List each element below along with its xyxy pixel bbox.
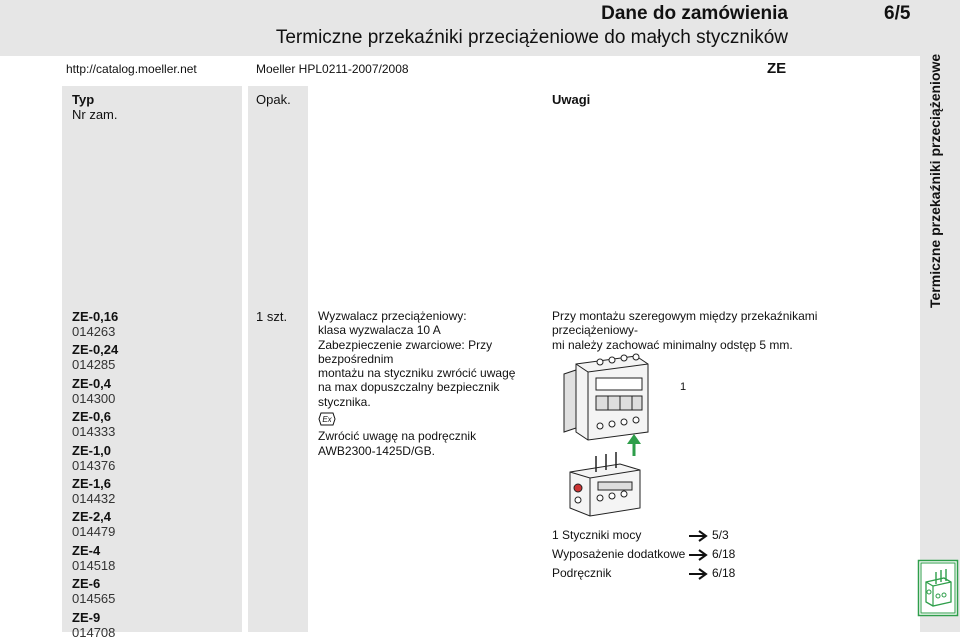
product-type: ZE-0,16 — [72, 309, 119, 324]
product-order-number: 014300 — [72, 390, 116, 406]
product-item — [72, 576, 232, 609]
column-header-order-number: Nr zam. — [72, 107, 118, 122]
description-line: klasa wyzwalacza 10 A — [318, 323, 441, 338]
product-item — [72, 309, 232, 342]
product-type: ZE-9 — [72, 609, 101, 625]
manual-note-line: Zwrócić uwagę na podręcznik — [318, 429, 477, 444]
reference-list — [552, 528, 762, 585]
page-title: Dane do zamówienia — [601, 3, 788, 24]
overload-relay-icon[interactable] — [918, 560, 958, 616]
reference-label: Wyposażenie dodatkowe — [552, 547, 686, 561]
product-item — [72, 543, 232, 576]
page-subtitle: Termiczne przekaźniki przeciążeniowe do małych styczników — [275, 27, 788, 48]
product-type: ZE-1,6 — [72, 475, 112, 491]
product-order-number: 014432 — [72, 490, 116, 506]
product-order-number: 014285 — [72, 357, 116, 373]
mounting-note — [552, 309, 882, 352]
product-item — [72, 342, 232, 375]
product-type: ZE-6 — [72, 576, 101, 592]
figure-callout: 1 — [680, 381, 687, 393]
manual-note-line: AWB2300-1425D/GB. — [318, 443, 435, 458]
product-item — [72, 509, 232, 542]
product-order-number: 014376 — [72, 457, 116, 473]
product-description — [318, 309, 546, 458]
column-header-packaging: Opak. — [256, 92, 291, 107]
sidebar-section-label: Termiczne przekaźniki przeciążeniowe — [927, 53, 943, 308]
reference-row[interactable] — [552, 566, 762, 585]
description-line: Wyzwalacz przeciążeniowy: — [318, 309, 467, 323]
column-header-type: Typ — [72, 92, 95, 107]
column-header-notes: Uwagi — [552, 92, 591, 107]
product-type: ZE-0,4 — [72, 375, 112, 391]
description-line: montażu na styczniku zwrócić uwagę — [318, 366, 516, 381]
product-item — [72, 376, 232, 409]
product-item — [72, 610, 232, 643]
reference-label: 1 Styczniki mocy — [552, 528, 642, 542]
product-type: ZE-0,6 — [72, 409, 112, 425]
ex-hazard-icon — [318, 412, 336, 426]
packaging-quantity: 1 szt. — [256, 309, 288, 324]
reference-page: 5/3 — [712, 528, 729, 542]
product-item — [72, 476, 232, 509]
sidebar-section-title — [927, 53, 951, 332]
product-type: ZE-2,4 — [72, 509, 112, 525]
description-line: na max dopuszczalny bezpiecznik stycznika. — [318, 380, 500, 409]
product-order-number: 014479 — [72, 524, 116, 540]
page-number: 6/5 — [884, 3, 911, 24]
product-order-number: 014518 — [72, 557, 116, 573]
product-type: ZE-1,0 — [72, 442, 112, 458]
reference-row[interactable] — [552, 547, 762, 566]
product-order-number: 014565 — [72, 591, 116, 607]
series-label: ZE — [767, 60, 787, 77]
product-type: ZE-0,24 — [72, 342, 119, 358]
catalog-url[interactable]: http://catalog.moeller.net — [66, 62, 197, 76]
reference-page: 6/18 — [712, 566, 736, 580]
svg-text:Ex: Ex — [322, 415, 332, 425]
product-type: ZE-4 — [72, 542, 101, 558]
arrow-right-icon — [688, 568, 708, 580]
reference-row[interactable] — [552, 528, 762, 547]
product-order-number: 014708 — [72, 624, 116, 640]
product-item — [72, 409, 232, 442]
reference-page: 6/18 — [712, 547, 736, 561]
packaging-column-background — [248, 86, 308, 632]
product-order-number: 014263 — [72, 324, 116, 339]
note-line: mi należy zachować minimalny odstęp 5 mm. — [552, 337, 793, 352]
note-line: Przy montażu szeregowym między przekaźnikami przeciążeniowy- — [552, 309, 818, 338]
product-list — [72, 309, 232, 643]
contactor-relay-illustration — [556, 348, 666, 524]
product-item — [72, 443, 232, 476]
product-order-number: 014333 — [72, 424, 116, 440]
description-line: Zabezpieczenie zwarciowe: Przy bezpośrednim — [318, 337, 493, 366]
arrow-right-icon — [688, 530, 708, 542]
arrow-right-icon — [688, 549, 708, 561]
reference-label: Podręcznik — [552, 566, 612, 580]
document-reference: Moeller HPL0211-2007/2008 — [256, 62, 409, 76]
